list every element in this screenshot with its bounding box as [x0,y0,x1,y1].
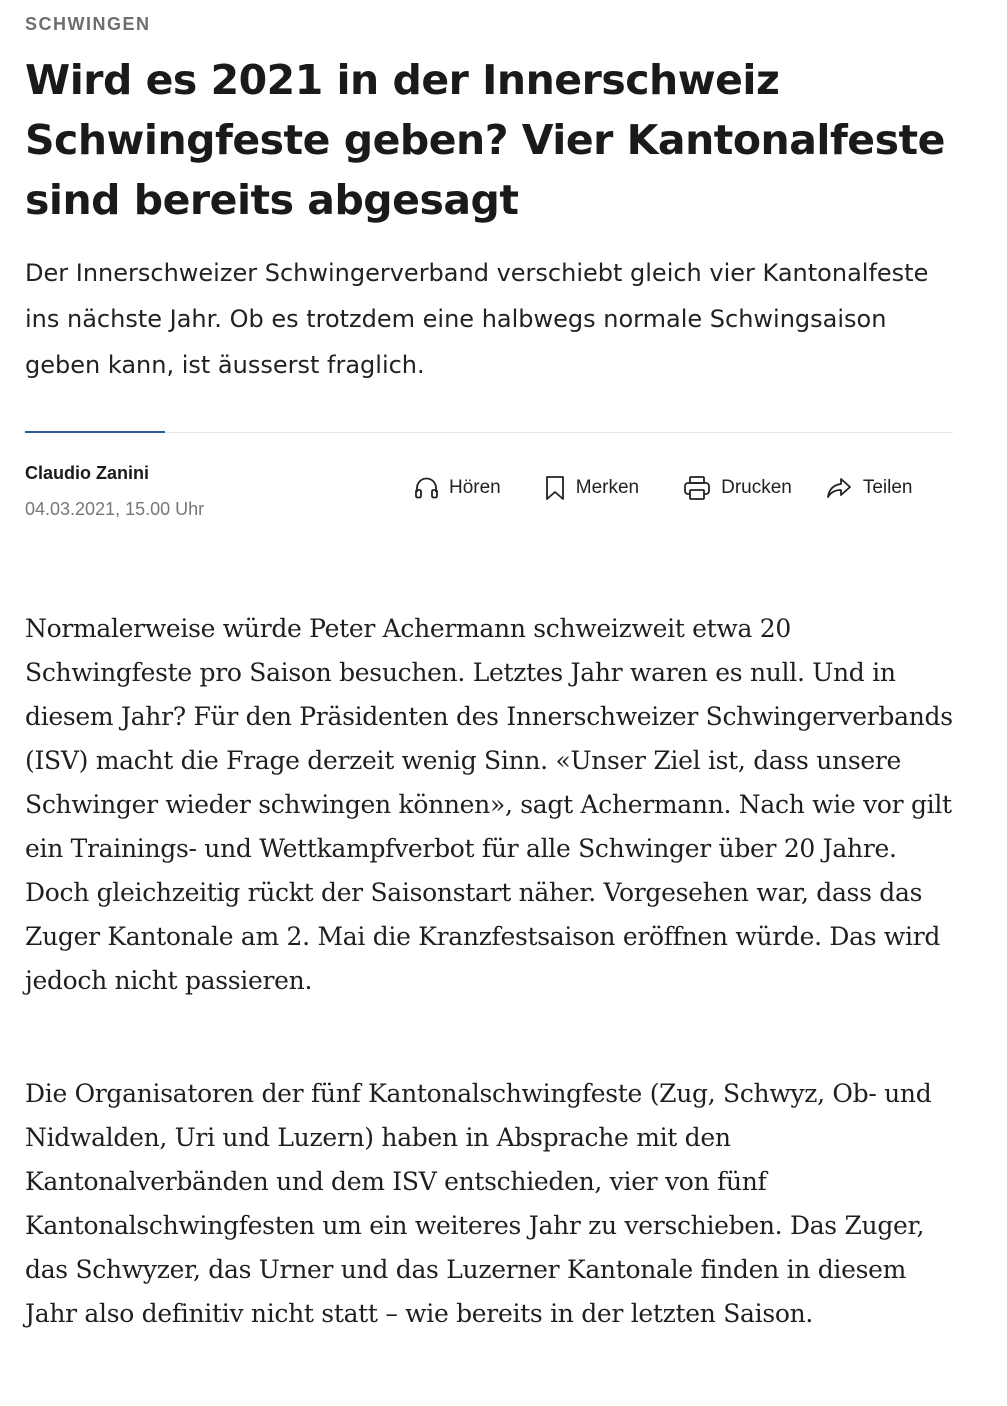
save-button[interactable] [544,474,639,502]
accent-divider [25,431,165,433]
article-kicker[interactable]: SCHWINGEN [25,14,151,34]
share-arrow-icon [825,476,853,500]
listen-button[interactable] [414,474,501,502]
article-actions [414,474,913,502]
article-lead: Der Innerschweizer Schwingerverband verschiebt gleich vier Kantonalfeste ins nächste Jahr. Ob es trotzdem eine halbwegs normale Schwingsaison geben kann, ist äusserst fraglich. [25,259,929,379]
divider-line [165,432,953,433]
print-label: Drucken [721,477,792,498]
article-headline: Wird es 2021 in der Innerschweiz Schwingfeste geben? Vier Kantonalfeste sind bereits abgesagt [25,56,945,224]
share-button[interactable] [825,474,913,502]
save-label: Merken [575,477,640,498]
bookmark-icon [544,475,566,501]
listen-label: Hören [449,477,501,498]
author-name[interactable]: Claudio Zanini [25,463,149,483]
body-paragraph: Normalerweise würde Peter Achermann schweizweit etwa 20 Schwingfeste pro Saison besuchen. Letztes Jahr waren es null. Und in diesem Jahr? Für den Präsidenten des Innerschweizer Schwingerverbands (ISV) macht die Frage derzeit wenig Sinn. «Unser Ziel ist, dass unsere Schwinger wieder schwingen können», sagt Achermann. Nach wie vor gilt ein Trainings- und Wettkampfverbot für alle Schwinger über 20 Jahre. Doch gleichzeitig rückt der Saisonstart näher. Vorgesehen war, dass das Zuger Kantonale am 2. Mai die Kranzfestsaison eröffnen würde. Das wird jedoch nicht passieren. [25,614,953,995]
share-label: Teilen [862,477,913,498]
printer-icon [683,475,711,501]
publish-date: 04.03.2021, 15.00 Uhr [25,499,205,519]
body-paragraph: Die Organisatoren der fünf Kantonalschwingfeste (Zug, Schwyz, Ob- und Nidwalden, Uri und Luzern) haben in Absprache mit den Kantonalverbänden und dem ISV entschieden, vier von fünf Kantonalschwingfesten um ein weiteres Jahr zu verschieben. Das Zuger, das Schwyzer, das Urner und das Luzerner Kantonale finden in diesem Jahr also definitiv nicht statt – wie bereits in der letzten Saison. [25,1079,932,1328]
print-button[interactable] [683,474,792,502]
headphones-icon [414,477,439,499]
